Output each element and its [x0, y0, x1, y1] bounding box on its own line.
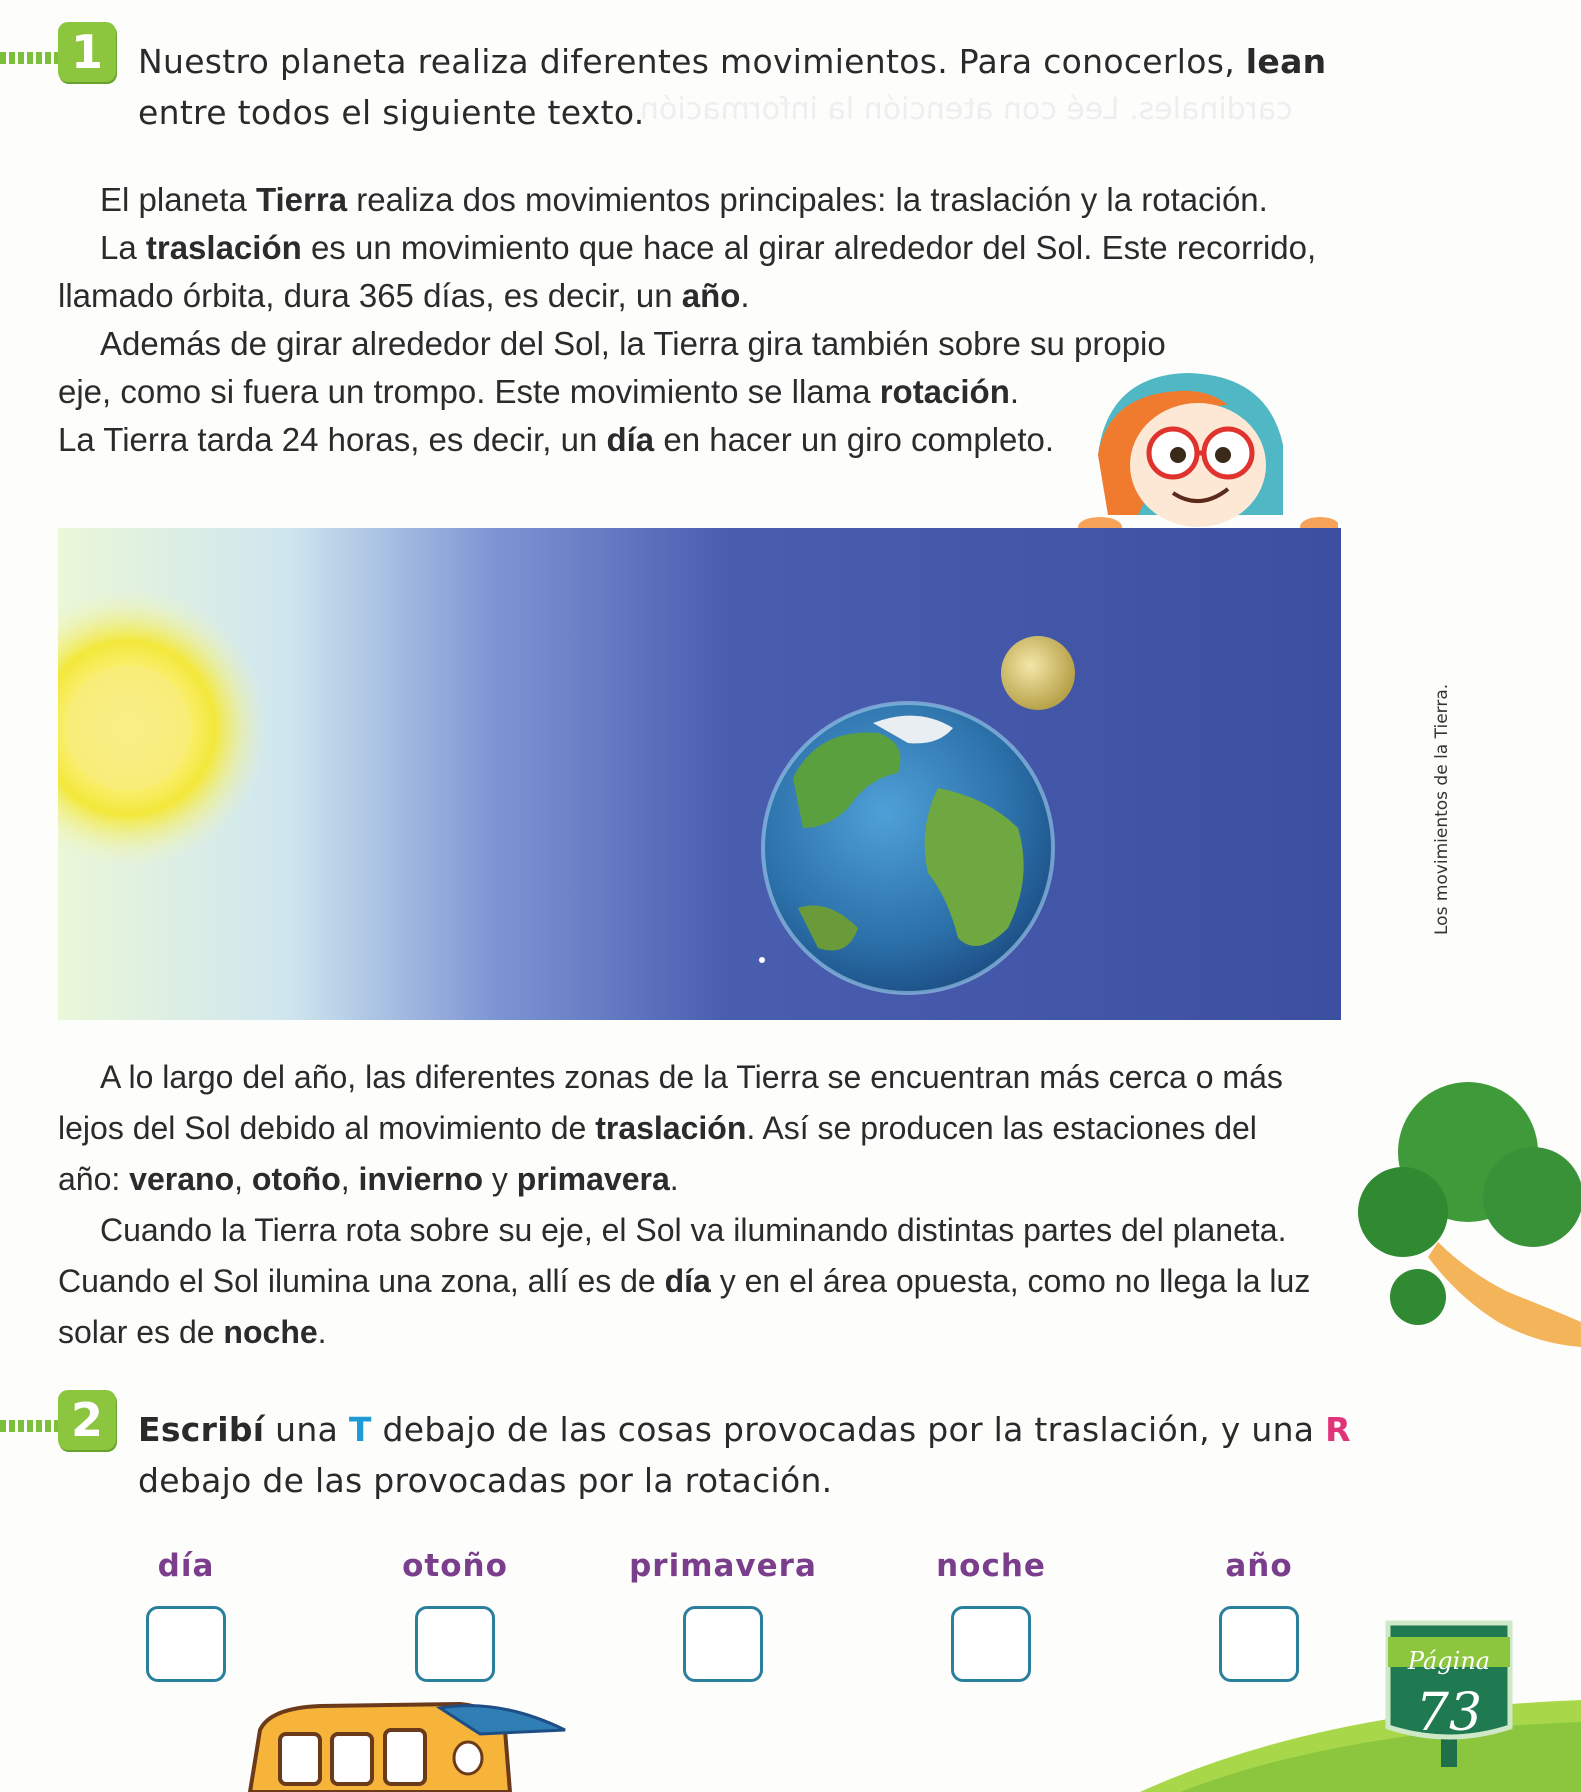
tree-illustration: [1358, 1082, 1581, 1352]
paragraph: Cuando la Tierra rota sobre su eje, el Sol va iluminando distintas partes del planeta. Cuando el Sol ilumina una zona, allí es de día y en el área opuesta, como no llega la luz solar es de noche.: [58, 1212, 1311, 1350]
star-icon: [759, 957, 765, 963]
word-item-noche: [891, 1548, 1091, 1682]
word-item-otono: [355, 1548, 555, 1682]
word-label: día: [157, 1548, 215, 1584]
mascot-character-illustration: [1078, 365, 1338, 545]
dotted-line-decoration: [0, 52, 62, 64]
bleed-through-text: cardinales. Leé con atención la información: [640, 92, 1293, 127]
word-label: otoño: [402, 1548, 508, 1584]
word-label: noche: [936, 1548, 1046, 1584]
page-number: 73: [1415, 1683, 1483, 1743]
reading-text-2: [58, 1052, 1328, 1358]
illustration-caption: Los movimientos de la Tierra.: [1432, 683, 1452, 935]
moon-icon: [1001, 636, 1075, 710]
green-hill-decoration: [1140, 1690, 1581, 1792]
answer-box-otono[interactable]: [415, 1606, 495, 1682]
activity-1-instruction: Nuestro planeta realiza diferentes movimientos. Para conocerlos, lean entre todos el siguiente texto.: [138, 42, 1327, 132]
bus-illustration: [240, 1700, 570, 1792]
paragraph: La traslación es un movimiento que hace al girar alrededor del Sol. Este recorrido, llamado órbita, dura 365 días, es decir, un año.: [58, 229, 1317, 314]
answer-box-dia[interactable]: [146, 1606, 226, 1682]
paragraph: A lo largo del año, las diferentes zonas de la Tierra se encuentran más cerca o más lejos del Sol debido al movimiento de traslación. Así se producen las estaciones del año: verano, otoño, invierno y primavera.: [58, 1059, 1283, 1197]
word-item-dia: [86, 1548, 286, 1682]
word-item-primavera: [623, 1548, 823, 1682]
paragraph: El planeta Tierra realiza dos movimientos principales: la traslación y la rotación.: [100, 181, 1268, 218]
word-label: año: [1225, 1548, 1293, 1584]
answer-box-primavera[interactable]: [683, 1606, 763, 1682]
word-item-ano: [1159, 1548, 1359, 1682]
activity-number-badge: 2: [58, 1390, 116, 1450]
answer-box-ano[interactable]: [1219, 1606, 1299, 1682]
activity-number-badge: 1: [58, 22, 116, 82]
activity-2-instruction: Escribí una T debajo de las cosas provocadas por la traslación, y una R debajo de las provocadas por la rotación.: [138, 1410, 1351, 1500]
dotted-line-decoration: [0, 1420, 62, 1432]
earth-icon: [763, 703, 1053, 993]
word-label: primavera: [629, 1548, 817, 1584]
page-number-badge: [1384, 1617, 1514, 1767]
paragraph: Además de girar alrededor del Sol, la Tierra gira también sobre su propio eje, como si fuera un trompo. Este movimiento se llama rotación.: [58, 325, 1166, 410]
sun-earth-moon-illustration: [58, 528, 1341, 1020]
answer-box-noche[interactable]: [951, 1606, 1031, 1682]
paragraph: La Tierra tarda 24 horas, es decir, un día en hacer un giro completo.: [58, 421, 1055, 458]
page-label: Página: [1407, 1647, 1491, 1675]
